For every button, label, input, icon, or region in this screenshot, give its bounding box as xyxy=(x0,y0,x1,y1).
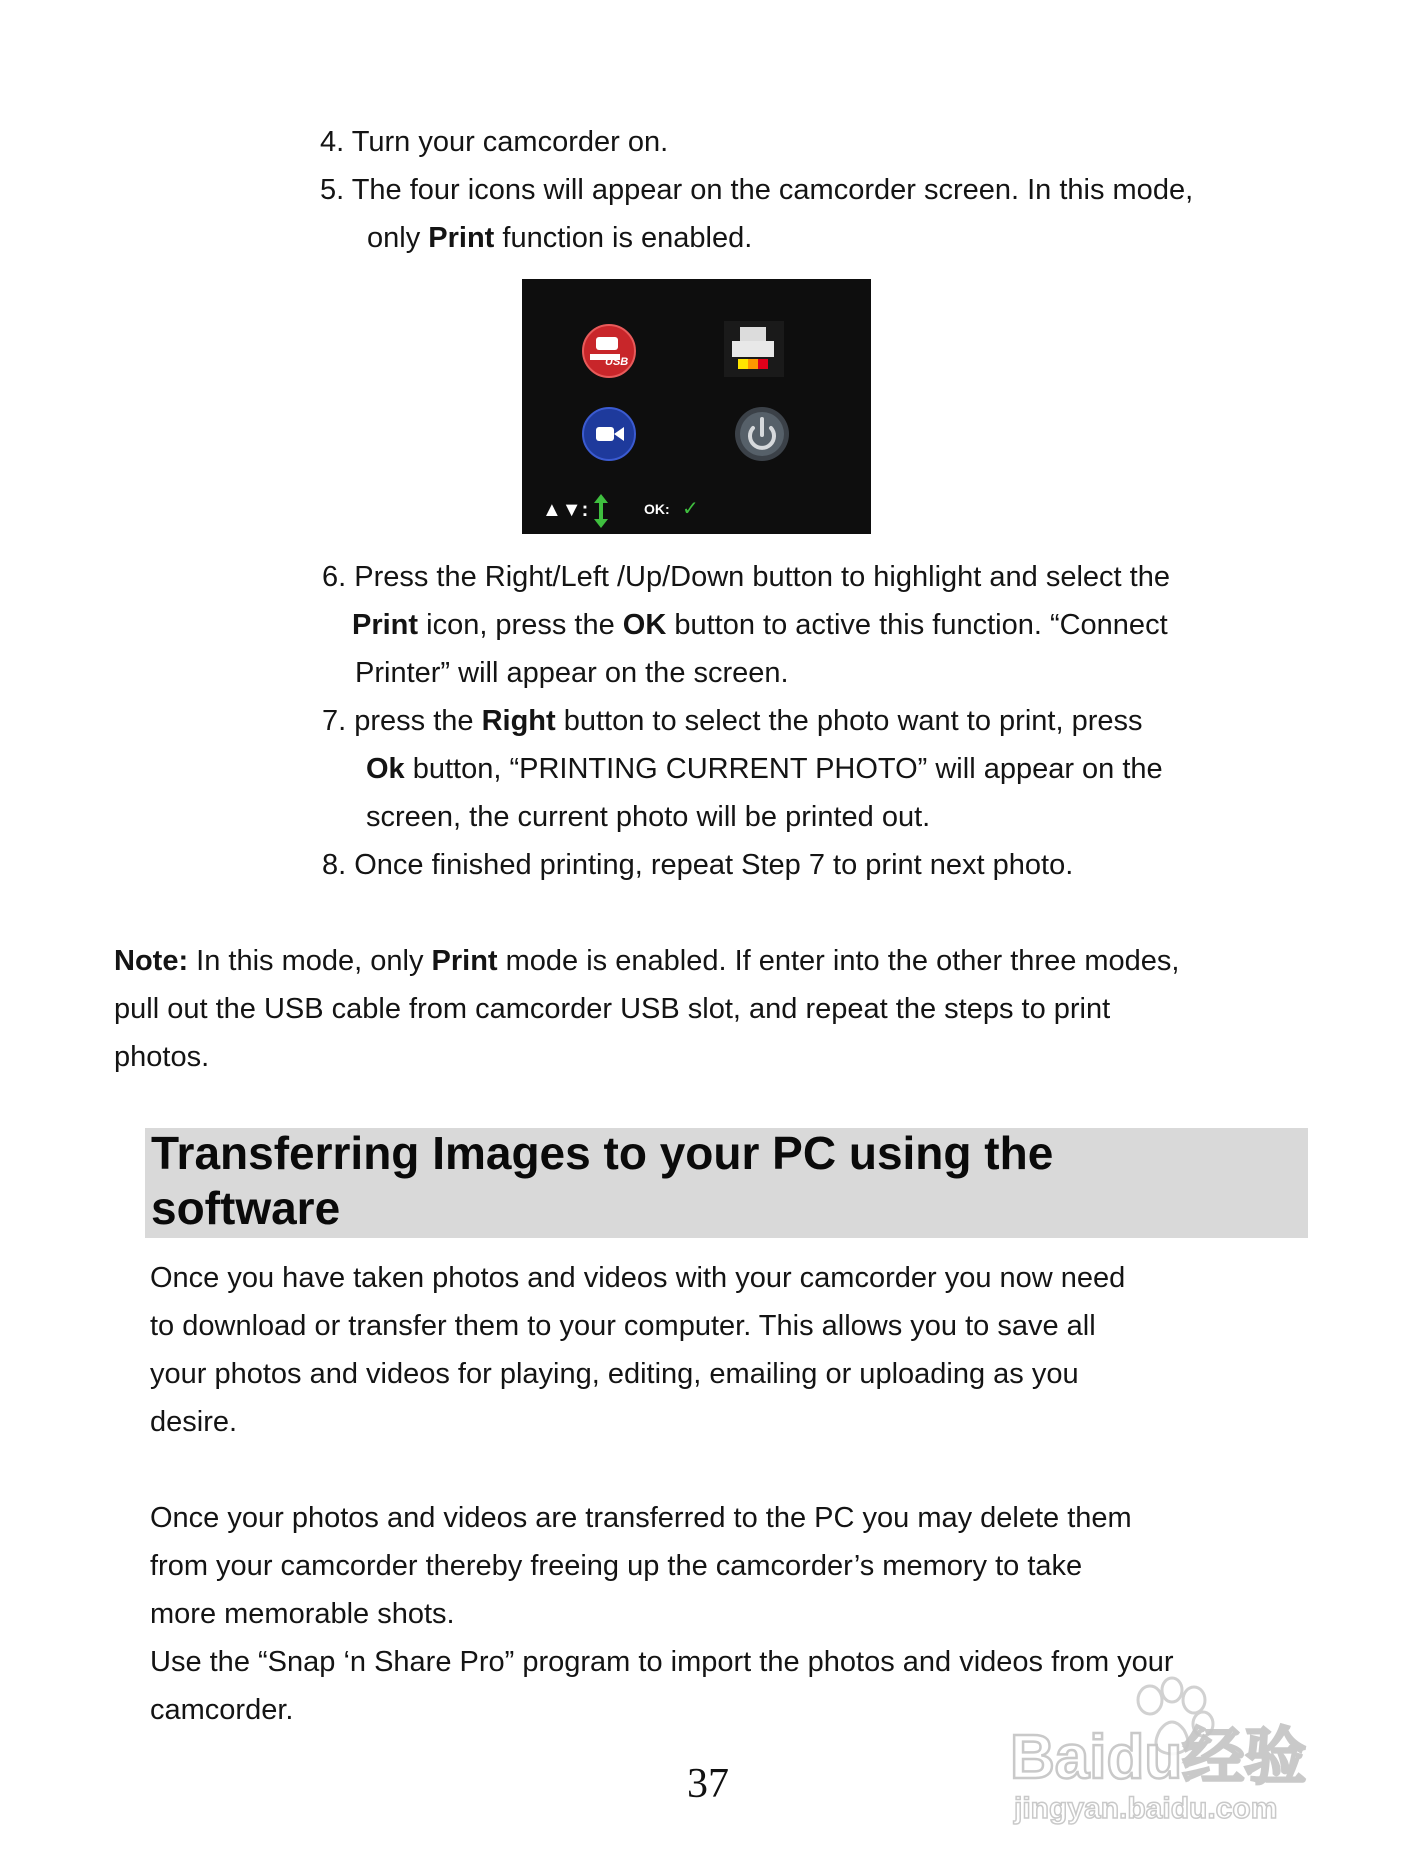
camcorder-screen-image xyxy=(522,279,871,534)
paragraph-2-line-5: camcorder. xyxy=(150,1694,294,1726)
camcorder-screen-graphic xyxy=(522,279,871,534)
watermark-brand: Baidu经验 xyxy=(1010,1723,1307,1792)
paragraph-2-line-4: Use the “Snap ‘n Share Pro” program to import the photos and videos from your xyxy=(150,1646,1174,1678)
paragraph-1-line-1: Once you have taken photos and videos with your camcorder you now need xyxy=(150,1262,1126,1294)
bold-print: Print xyxy=(428,222,495,254)
bold-right: Right xyxy=(481,705,556,737)
step-5-line-2 xyxy=(367,220,752,256)
note-label: Note: xyxy=(114,945,189,977)
step-7-line-1 xyxy=(322,703,1142,739)
up-down-arrow-icon xyxy=(594,494,608,528)
usb-label: USB xyxy=(605,356,629,368)
text-run: button to select the photo want to print, press xyxy=(555,705,1143,737)
paragraph-1-line-3: your photos and videos for playing, editing, emailing or uploading as you xyxy=(150,1358,1079,1390)
text-run: only xyxy=(367,222,429,254)
page-number: 37 xyxy=(687,1761,729,1807)
note-line-3: photos. xyxy=(114,1041,210,1073)
baidu-paw-logo xyxy=(1000,1668,1340,1828)
step-7-line-2 xyxy=(366,751,1163,787)
step-6-line-3: Printer” will appear on the screen. xyxy=(355,657,789,689)
bold-print: Print xyxy=(352,609,419,641)
baidu-watermark xyxy=(1000,1668,1340,1828)
paragraph-1-line-4: desire. xyxy=(150,1406,238,1438)
note-line-2: pull out the USB cable from camcorder USB slot, and repeat the steps to print xyxy=(114,993,1111,1025)
printer-icon xyxy=(724,321,784,377)
step-4: 4. Turn your camcorder on. xyxy=(320,126,669,158)
text-run: icon, press the xyxy=(418,609,623,641)
bold-print: Print xyxy=(431,945,498,977)
text-run: function is enabled. xyxy=(494,222,753,254)
nav-arrows-label: ▲▼: xyxy=(542,499,589,521)
step-5-line-1: 5. The four icons will appear on the camcorder screen. In this mode, xyxy=(320,174,1194,206)
step-6-line-2 xyxy=(352,607,1168,643)
paragraph-2-line-2: from your camcorder thereby freeing up the camcorder’s memory to take xyxy=(150,1550,1083,1582)
usb-icon xyxy=(583,325,635,377)
bold-ok: OK xyxy=(622,609,667,641)
ok-label: OK: xyxy=(644,501,670,517)
step-6-line-1: 6. Press the Right/Left /Up/Down button to highlight and select the xyxy=(322,561,1170,593)
check-icon: ✓ xyxy=(682,496,699,520)
paragraph-2-line-3: more memorable shots. xyxy=(150,1598,455,1630)
step-8: 8. Once finished printing, repeat Step 7 to print next photo. xyxy=(322,849,1074,881)
paragraph-1-line-2: to download or transfer them to your computer. This allows you to save all xyxy=(150,1310,1096,1342)
text-run: button, “PRINTING CURRENT PHOTO” will appear on the xyxy=(404,753,1163,785)
text-run: 7. press the xyxy=(322,705,482,737)
video-icon xyxy=(583,408,635,460)
text-run: mode is enabled. If enter into the other three modes, xyxy=(497,945,1180,977)
text-run: button to active this function. “Connect xyxy=(666,609,1168,641)
section-heading-line-2: software xyxy=(151,1182,341,1234)
power-icon xyxy=(735,407,789,461)
paragraph-2-line-1: Once your photos and videos are transferred to the PC you may delete them xyxy=(150,1502,1132,1534)
section-heading-line-1: Transferring Images to your PC using the xyxy=(151,1127,1054,1179)
bold-ok: Ok xyxy=(366,753,405,785)
note-line-1 xyxy=(114,943,1180,979)
watermark-site: jingyan.baidu.com xyxy=(1014,1792,1278,1825)
step-7-line-3: screen, the current photo will be printed out. xyxy=(366,801,931,833)
text-run: In this mode, only xyxy=(188,945,432,977)
